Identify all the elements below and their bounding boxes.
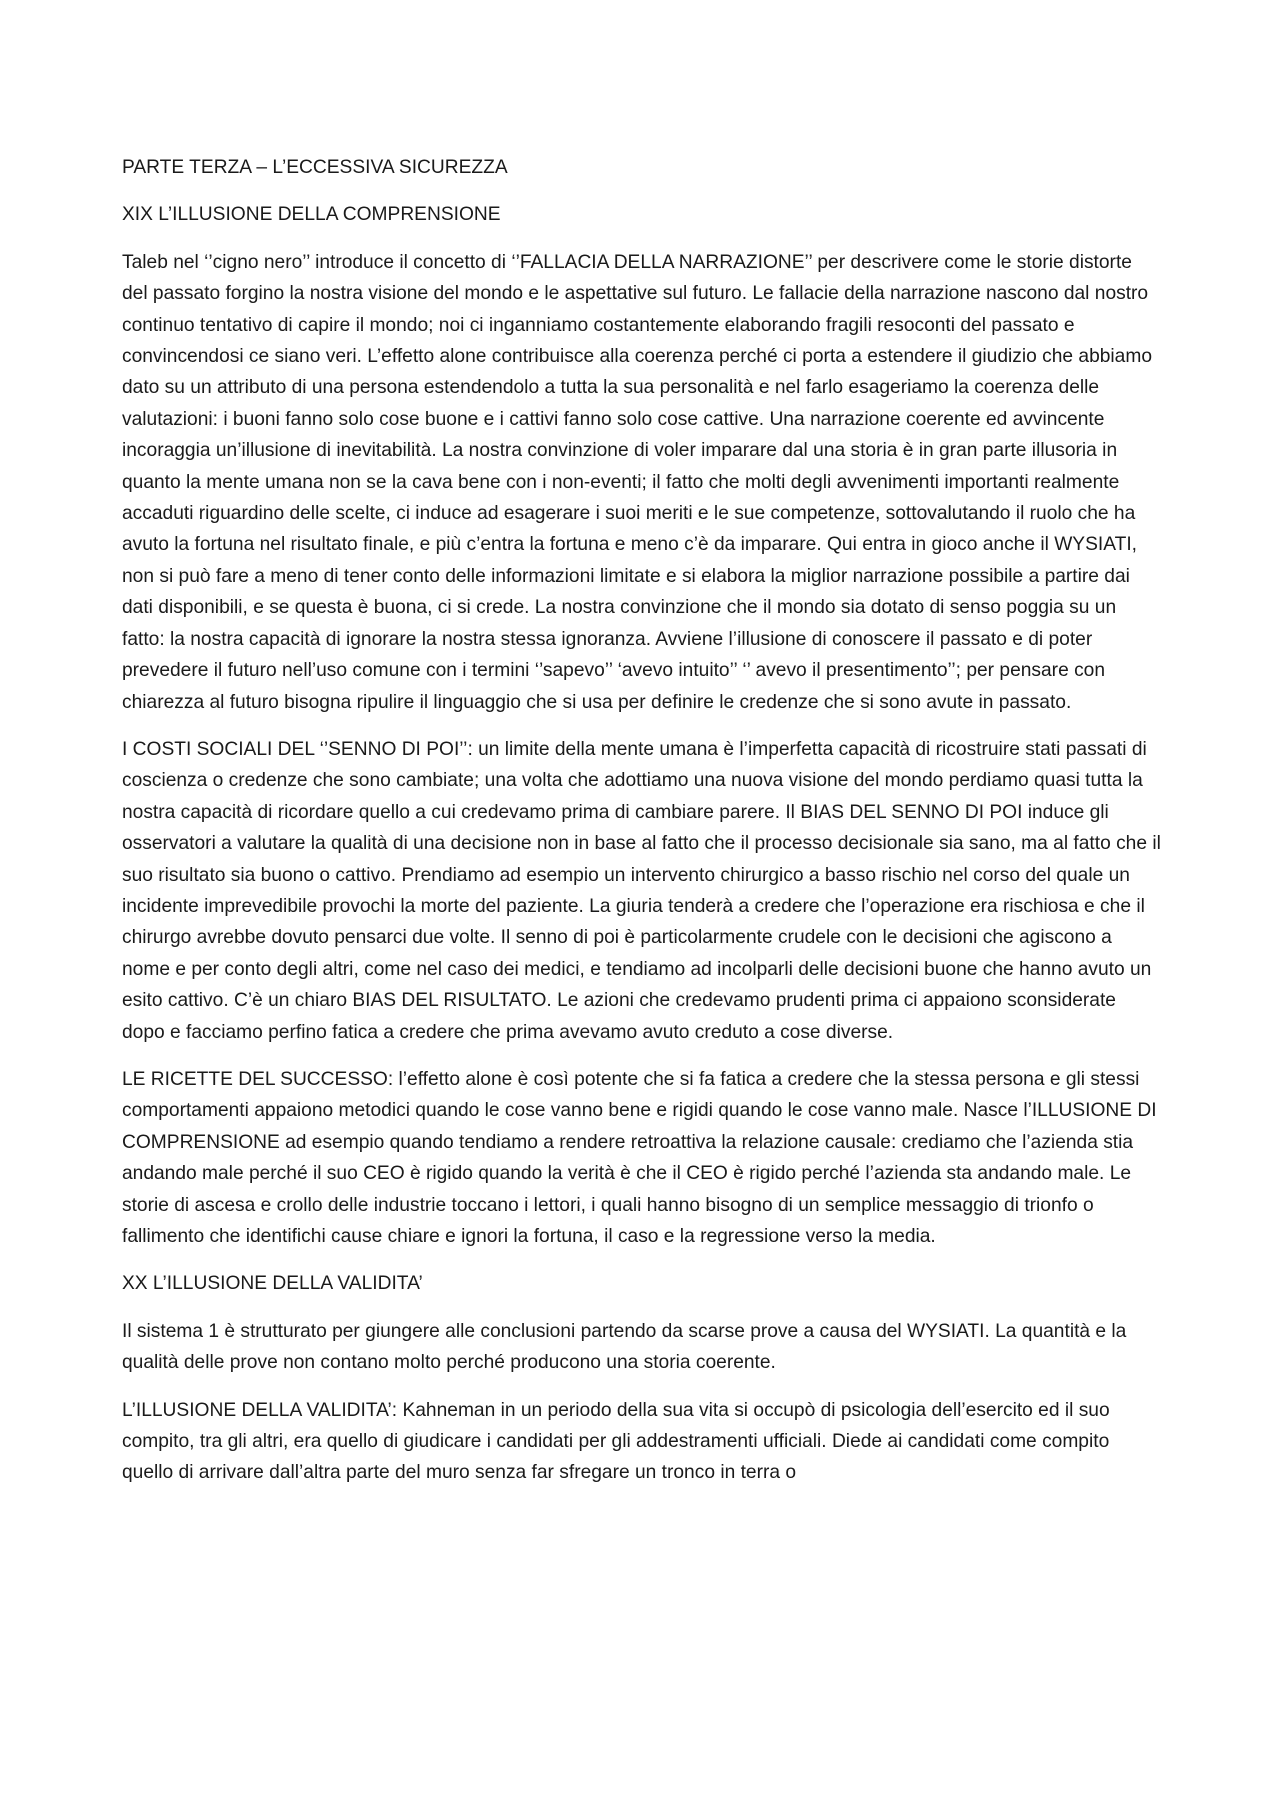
chapter-19-paragraph-1: Taleb nel ‘’cigno nero’’ introduce il concetto di ‘’FALLACIA DELLA NARRAZIONE’’ per descrivere come le storie distorte del passato forgino la nostra visione del mondo e le aspettative sul futuro. Le fallacie della narrazione nascono dal nostro continuo tentativo di capire il mondo; noi ci inganniamo costantemente elaborando fragili resoconti del passato e convincendosi ce siano veri. L’effetto alone contribuisce alla coerenza perché ci porta a estendere il giudizio che abbiamo dato su un attributo di una persona estendendolo a tutta la sua personalità e nel farlo esageriamo la coerenza delle valutazioni: i buoni fanno solo cose buone e i cattivi fanno solo cose cattive. Una narrazione coerente ed avvincente incoraggia un’illusione di inevitabilità. La nostra convinzione di voler imparare dal una storia è in gran parte illusoria in quanto la mente umana non se la cava bene con i non-eventi; il fatto che molti degli avvenimenti importanti realmente accaduti riguardino delle scelte, ci induce ad esagerare i suoi meriti e le sue competenze, sottovalutando il ruolo che ha avuto la fortuna nel risultato finale, e più c’entra la fortuna e meno c’è da imparare. Qui entra in gioco anche il WYSIATI, non si può fare a meno di tener conto delle informazioni limitate e si elabora la miglior narrazione possibile a partire dai dati disponibili, e se questa è buona, ci si crede. La nostra convinzione che il mondo sia dotato di senso poggia su un fatto: la nostra capacità di ignorare la nostra stessa ignoranza. Avviene l’illusione di conoscere il passato e di poter prevedere il futuro nell’uso comune con i termini ‘’sapevo’’ ‘avevo intuito’’ ‘’ avevo il presentimento’’; per pensare con chiarezza al futuro bisogna ripulire il linguaggio che si usa per definire le credenze che si sono avute in passato. [122, 251, 1153, 713]
chapter-19-paragraph-2: I COSTI SOCIALI DEL ‘’SENNO DI POI’’: un limite della mente umana è l’imperfetta capacità di ricostruire stati passati di coscienza o credenze che sono cambiate; una volta che adottiamo una nuova visione del mondo perdiamo quasi tutta la nostra capacità di ricordare quello a cui credevamo prima di cambiare parere. Il BIAS DEL SENNO DI POI induce gli osservatori a valutare la qualità di una decisione non in base al fatto che il processo decisionale sia sano, ma al fatto che il suo risultato sia buono o cattivo. Prendiamo ad esempio un intervento chirurgico a basso rischio nel corso del quale un incidente imprevedibile provochi la morte del paziente. La giuria tenderà a credere che l’operazione era rischiosa e che il chirurgo avrebbe dovuto pensarci due volte. Il senno di poi è particolarmente crudele con le decisioni che agiscono a nome e per conto degli altri, come nel caso dei medici, e tendiamo ad incolparli delle decisioni buone che hanno avuto un esito cattivo. C’è un chiaro BIAS DEL RISULTATO. Le azioni che credevamo prudenti prima ci appaiono sconsiderate dopo e facciamo perfino fatica a credere che prima avevamo avuto creduto a cose diverse. [122, 738, 1161, 1043]
chapter-20-paragraph-2: L’ILLUSIONE DELLA VALIDITA’: Kahneman in un periodo della sua vita si occupò di psicologia dell’esercito ed il suo compito, tra gli altri, era quello di giudicare i candidati per gli addestramenti ufficiali. Diede ai candidati come compito quello di arrivare dall’altra parte del muro senza far sfregare un tronco in terra o [122, 1399, 1110, 1484]
chapter-20-title: XX L’ILLUSIONE DELLA VALIDITA’ [122, 1273, 423, 1295]
chapter-19-title: XIX L’ILLUSIONE DELLA COMPRENSIONE [122, 204, 501, 226]
chapter-19-paragraph-3: LE RICETTE DEL SUCCESSO: l’effetto alone è così potente che si fa fatica a credere che la stessa persona e gli stessi comportamenti appaiono metodici quando le cose vanno bene e rigidi quando le cose vanno male. Nasce l’ILLUSIONE DI COMPRENSIONE ad esempio quando tendiamo a rendere retroattiva la relazione causale: crediamo che l’azienda stia andando male perché il suo CEO è rigido quando la verità è che il CEO è rigido perché l’azienda sta andando male. Le storie di ascesa e crollo delle industrie toccano i lettori, i quali hanno bisogno di un semplice messaggio di trionfo o fallimento che identifichi cause chiare e ignori la fortuna, il caso e la regressione verso la media. [122, 1068, 1157, 1247]
chapter-20-paragraph-1: Il sistema 1 è strutturato per giungere alle conclusioni partendo da scarse prove a causa del WYSIATI. La quantità e la qualità delle prove non contano molto perché producono una storia coerente. [122, 1320, 1127, 1374]
document-page [122, 152, 1162, 1489]
part-title: PARTE TERZA – L’ECCESSIVA SICUREZZA [122, 157, 508, 178]
